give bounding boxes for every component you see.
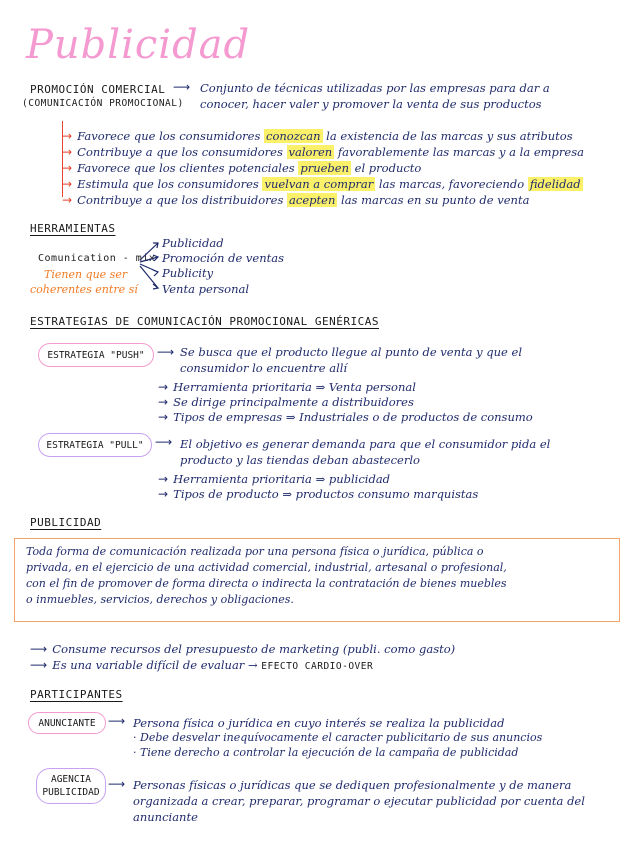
arrow-right-icon: → bbox=[158, 410, 169, 424]
highlight: prueben bbox=[300, 161, 350, 175]
definition-line: o inmuebles, servicios, derechos y obligaciones. bbox=[26, 593, 294, 606]
tool-item: Publicidad bbox=[162, 236, 224, 250]
item-text: Estimula que los consumidores bbox=[77, 177, 263, 191]
arrow-right-icon: → bbox=[62, 129, 73, 143]
list-item bbox=[158, 483, 478, 502]
herramientas-note-line2: coherentes entre sí bbox=[30, 283, 138, 296]
item-text: Favorece que los clientes potenciales bbox=[77, 161, 299, 175]
item-text: Favorece que los consumidores bbox=[77, 129, 265, 143]
anunciante-desc: Persona física o jurídica en cuyo interés se realiza la publicidad bbox=[133, 716, 505, 730]
publicidad-note-caps: EFECTO CARDIO-OVER bbox=[261, 661, 374, 672]
arrow-right-icon: ⟶ bbox=[108, 777, 126, 791]
item-text: Contribuye a que los distribuidores bbox=[77, 193, 288, 207]
agencia-label-line2: PUBLICIDAD bbox=[42, 787, 100, 798]
arrow-right-icon: → bbox=[62, 193, 73, 207]
list-item bbox=[62, 189, 529, 208]
arrow-right-icon: → bbox=[62, 161, 73, 175]
item-text: la existencia de las marcas y sus atributos bbox=[322, 129, 573, 143]
participantes-heading: PARTICIPANTES bbox=[30, 688, 123, 701]
arrow-right-icon: ⟶ bbox=[155, 435, 173, 449]
push-strategy-label: ESTRATEGIA "PUSH" bbox=[38, 343, 154, 367]
item-text: las marcas, favoreciendo bbox=[375, 177, 528, 191]
tool-item: Publicity bbox=[162, 266, 214, 280]
highlight: acepten bbox=[289, 193, 336, 207]
tool-item: Promoción de ventas bbox=[162, 251, 285, 265]
herramientas-heading: HERRAMIENTAS bbox=[30, 222, 116, 235]
pull-point: Herramienta prioritaria ⇒ publicidad bbox=[173, 472, 391, 486]
promocion-definition-line1: Conjunto de técnicas utilizadas por las empresas para dar a bbox=[200, 81, 550, 95]
comunication-mix-label: Comunication - mix bbox=[38, 253, 156, 264]
push-point: Herramienta prioritaria ⇒ Venta personal bbox=[173, 380, 416, 394]
push-desc-line1: Se busca que el producto llegue al punto de venta y que el bbox=[180, 345, 523, 359]
agencia-desc-line1: Personas físicas o jurídicas que se dediquen profesionalmente y de manera bbox=[133, 778, 572, 792]
arrow-right-icon: → bbox=[62, 177, 73, 191]
page-title: Publicidad bbox=[26, 22, 251, 68]
arrow-right-icon: ⟶ bbox=[30, 642, 48, 656]
definition-line: privada, en el ejercicio de una actividad comercial, industrial, artesanal o profesional, bbox=[26, 561, 507, 574]
publicidad-note: Consume recursos del presupuesto de marketing (publi. como gasto) bbox=[52, 642, 456, 656]
estrategias-heading: ESTRATEGIAS DE COMUNICACIÓN PROMOCIONAL GENÉRICAS bbox=[30, 315, 380, 328]
highlight: fidelidad bbox=[529, 177, 581, 191]
arrow-right-icon: ⟶ bbox=[173, 80, 191, 94]
agencia-label-line1: AGENCIA bbox=[50, 774, 92, 785]
item-text: Contribuye a que los consumidores bbox=[77, 145, 287, 159]
arrow-right-icon: → bbox=[158, 472, 169, 486]
item-text: el producto bbox=[351, 161, 422, 175]
push-point: Tipos de empresas ⇒ Industriales o de productos de consumo bbox=[173, 410, 533, 424]
tool-item: Venta personal bbox=[162, 282, 250, 296]
anunciante-bullet: · Debe desvelar inequívocamente el caracter publicitario de sus anuncios bbox=[133, 731, 543, 744]
publicidad-heading: PUBLICIDAD bbox=[30, 516, 102, 529]
push-desc-line2: consumidor lo encuentre allí bbox=[180, 361, 348, 375]
arrow-right-icon: → bbox=[62, 145, 73, 159]
list-item bbox=[30, 654, 373, 673]
definition-line: con el fin de promover de forma directa o indirecta la contratación de bienes muebles bbox=[26, 577, 507, 590]
agencia-desc-line2: organizada a crear, preparar, programar o ejecutar publicidad por cuenta del bbox=[133, 794, 585, 808]
arrow-right-icon: ⟶ bbox=[30, 658, 48, 672]
pull-desc-line2: producto y las tiendas deban abastecerlo bbox=[180, 453, 420, 467]
arrow-right-icon: ⟶ bbox=[157, 345, 175, 359]
agencia-label bbox=[36, 768, 106, 804]
arrow-right-icon: → bbox=[158, 380, 169, 394]
arrow-right-icon: → bbox=[158, 487, 169, 501]
list-item bbox=[158, 406, 533, 425]
definition-line: Toda forma de comunicación realizada por una persona física o jurídica, pública o bbox=[26, 545, 484, 558]
item-text: las marcas en su punto de venta bbox=[337, 193, 530, 207]
item-text: favorablemente las marcas y a la empresa bbox=[334, 145, 584, 159]
anunciante-bullet: · Tiene derecho a controlar la ejecución de la campaña de publicidad bbox=[133, 746, 519, 759]
promocion-definition-line2: conocer, hacer valer y promover la venta de sus productos bbox=[200, 97, 542, 111]
highlight: conozcan bbox=[266, 129, 321, 143]
highlight: valoren bbox=[288, 145, 333, 159]
arrow-right-icon: → bbox=[158, 395, 169, 409]
pull-desc-line1: El objetivo es generar demanda para que el consumidor pida el bbox=[180, 437, 551, 451]
publicidad-note: Es una variable difícil de evaluar → bbox=[52, 658, 262, 672]
agencia-desc-line3: anunciante bbox=[133, 810, 198, 824]
pull-strategy-label: ESTRATEGIA "PULL" bbox=[38, 433, 152, 457]
anunciante-label: ANUNCIANTE bbox=[28, 712, 106, 734]
push-point: Se dirige principalmente a distribuidores bbox=[173, 395, 414, 409]
arrow-right-icon: ⟶ bbox=[108, 714, 126, 728]
highlight: vuelvan a comprar bbox=[264, 177, 374, 191]
herramientas-note-line1: Tienen que ser bbox=[44, 268, 128, 281]
promocion-subheading: (COMUNICACIÓN PROMOCIONAL) bbox=[22, 98, 184, 109]
branch-arrows-icon bbox=[138, 238, 162, 296]
pull-point: Tipos de producto ⇒ productos consumo marquistas bbox=[173, 487, 479, 501]
promocion-heading: PROMOCIÓN COMERCIAL bbox=[30, 83, 166, 96]
